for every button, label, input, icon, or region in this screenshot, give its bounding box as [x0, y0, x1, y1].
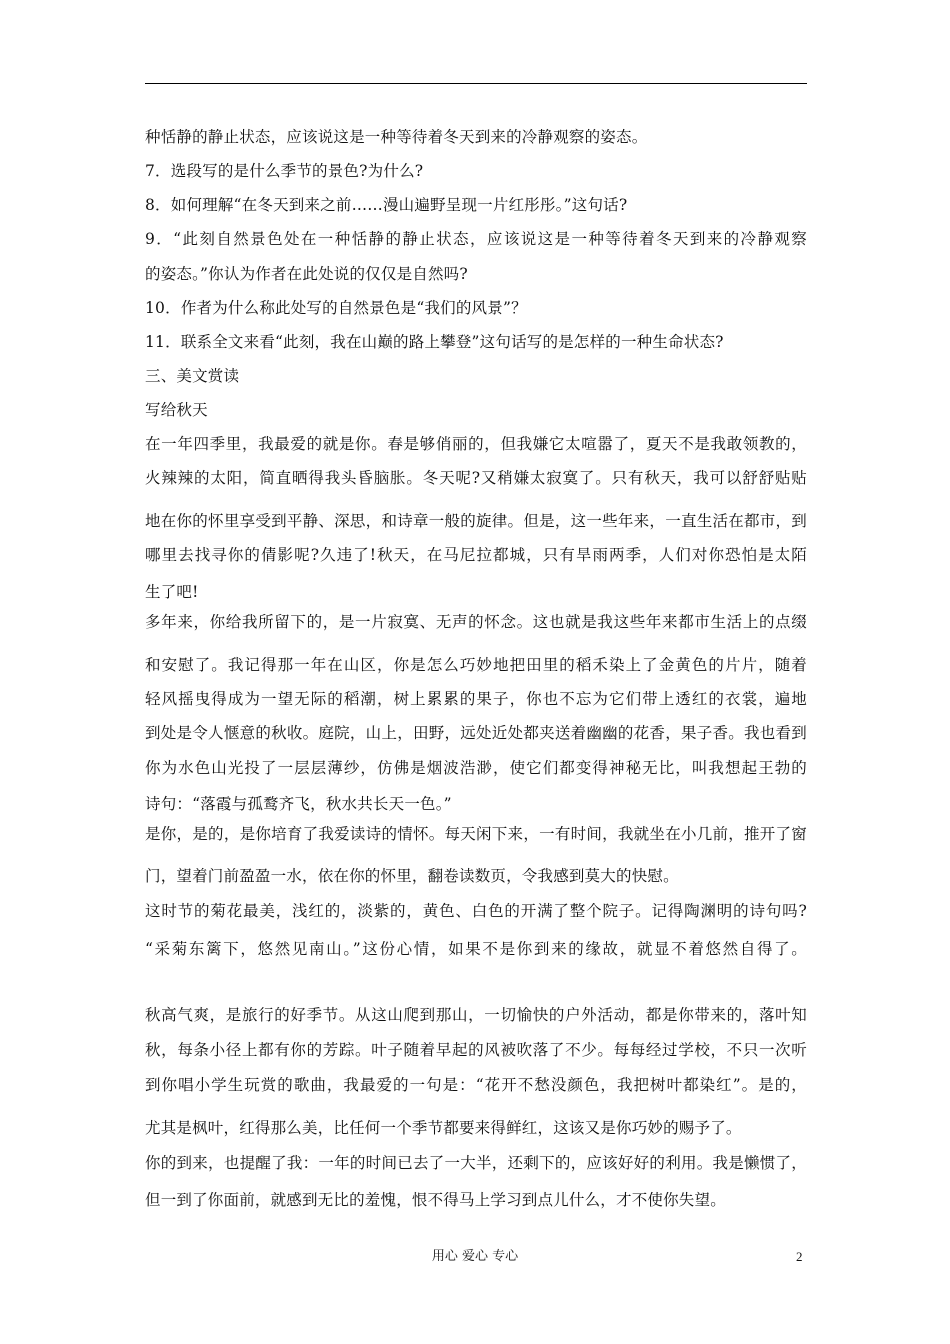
text-line: 在一年四季里，我最爱的就是你。春是够俏丽的，但我嫌它太喧嚣了，夏天不是我敢领教的，: [145, 435, 807, 453]
text-line: “采菊东篱下，悠然见南山。”这份心情，如果不是你到来的缘故，就显不着悠然自得了。: [145, 940, 807, 958]
header-rule: [145, 83, 807, 84]
essay-title: 写给秋天: [145, 401, 208, 419]
text-line: 这时节的菊花最美，浅红的，淡紫的，黄色、白色的开满了整个院子。记得陶渊明的诗句吗?: [145, 902, 807, 920]
page-number: 2: [796, 1249, 803, 1264]
text-line: 秋，每条小径上都有你的芳踪。叶子随着早起的风被吹落了不少。每每经过学校，不只一次听: [145, 1041, 807, 1059]
text-line: 但一到了你面前，就感到无比的羞愧，恨不得马上学习到点儿什么，才不使你失望。: [145, 1191, 726, 1209]
question-11: 11．联系全文来看“此刻，我在山巅的路上攀登”这句话写的是怎样的一种生命状态?: [145, 333, 724, 351]
text-line: 到处是令人惬意的秋收。庭院，山上，田野，远处近处都夹送着幽幽的花香，果子香。我也看到: [145, 724, 807, 742]
text-line: 地在你的怀里享受到平静、深思，和诗章一般的旋律。但是，这一些年来，一直生活在都市，到: [145, 512, 807, 530]
text-line: 到你唱小学生玩赏的歌曲，我最爱的一句是：“花开不愁没颜色，我把树叶都染红”。是的，: [145, 1076, 807, 1094]
text-line: 哪里去找寻你的倩影呢?久违了!秋天，在马尼拉都城，只有旱雨两季，人们对你恐怕是太陌: [145, 546, 807, 564]
text-line: 门，望着门前盈盈一水，依在你的怀里，翻卷读数页，令我感到莫大的快慰。: [145, 867, 679, 885]
text-line: 和安慰了。我记得那一年在山区，你是怎么巧妙地把田里的稻禾染上了金黄色的片片，随着: [145, 656, 807, 674]
text-line: 火辣辣的太阳，简直晒得我头昏脑胀。冬天呢?又稍嫌太寂寞了。只有秋天，我可以舒舒贴贴: [145, 469, 807, 487]
text-line: 种恬静的静止状态，应该说这是一种等待着冬天到来的冷静观察的姿态。: [145, 128, 648, 146]
question-10: 10．作者为什么称此处写的自然景色是“我们的风景”？: [145, 299, 527, 317]
footer-slogan: 用心 爱心 专心: [431, 1249, 519, 1264]
text-line: 秋高气爽，是旅行的好季节。从这山爬到那山，一切愉快的户外活动，都是你带来的，落叶知: [145, 1006, 807, 1024]
question-7: 7．选段写的是什么季节的景色?为什么?: [145, 162, 424, 180]
text-line: 尤其是枫叶，红得那么美，比任何一个季节都要来得鲜红，这该又是你巧妙的赐予了。: [145, 1119, 742, 1137]
text-line: 的姿态。”你认为作者在此处说的仅仅是自然吗?: [145, 265, 468, 283]
question-8: 8．如何理解“在冬天到来之前……漫山遍野呈现一片红彤彤。”这句话?: [145, 196, 628, 214]
text-line: 你的到来，也提醒了我：一年的时间已去了一大半，还剩下的，应该好好的利用。我是懒惯了，: [145, 1154, 807, 1172]
text-line: 诗句：“落霞与孤鹜齐飞，秋水共长天一色。”: [145, 795, 452, 813]
text-line: 轻风摇曳得成为一望无际的稻潮，树上累累的果子，你也不忘为它们带上透红的衣裳，遍地: [145, 690, 807, 708]
text-line: 多年来，你给我所留下的，是一片寂寞、无声的怀念。这也就是我这些年来都市生活上的点缀: [145, 613, 807, 631]
question-9: 9．“此刻自然景色处在一种恬静的静止状态，应该说这是一种等待着冬天到来的冷静观察: [145, 230, 807, 248]
text-line: 你为水色山光投了一层层薄纱，仿佛是烟波浩渺，使它们都变得神秘无比，叫我想起王勃的: [145, 759, 807, 777]
text-line: 生了吧!: [145, 583, 199, 601]
text-line: 是你，是的，是你培育了我爱读诗的情怀。每天闲下来，一有时间，我就坐在小几前，推开了窗: [145, 825, 807, 843]
section-heading: 三、美文赏读: [145, 367, 240, 385]
